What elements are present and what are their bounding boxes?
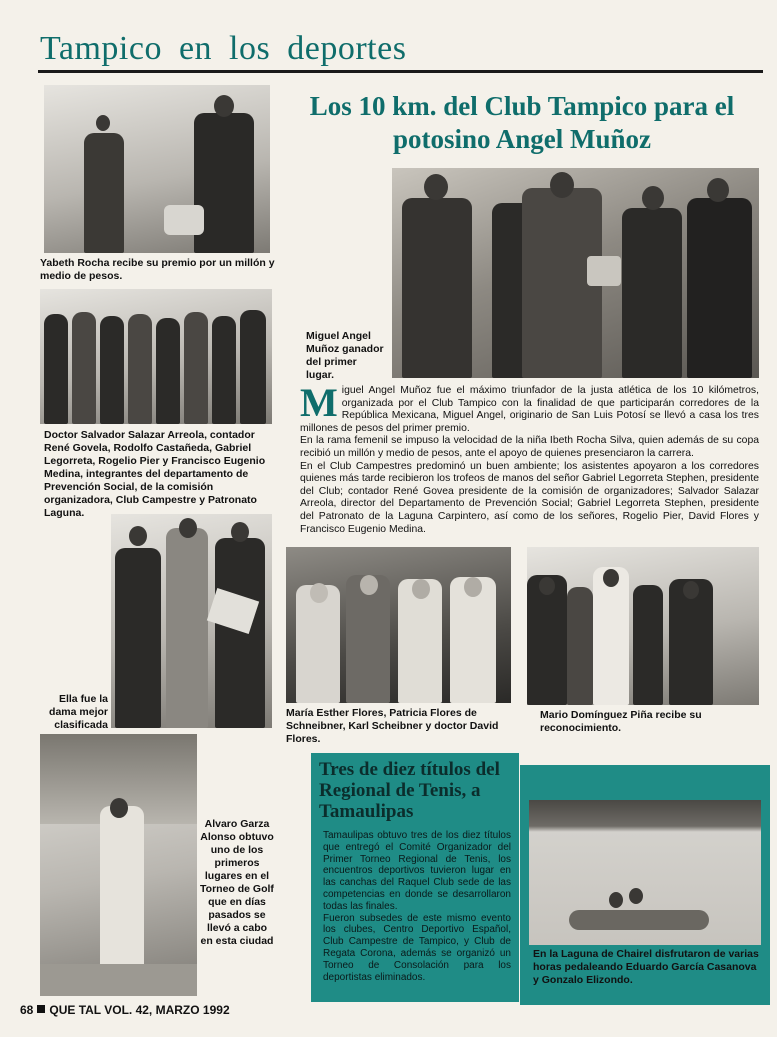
article-dropcap: M <box>300 380 338 425</box>
section-title: Tampico en los deportes <box>40 30 407 67</box>
footer <box>20 1003 230 1017</box>
caption-chairel: En la Laguna de Chairel disfrutaron de varias horas pedaleando Eduardo García Casanova y Gonzalo Elizondo. <box>533 948 759 986</box>
photo-flores-family <box>286 547 511 703</box>
page-number: 68 <box>20 1003 34 1017</box>
caption-salazar: Doctor Salvador Salazar Arreola, contador René Govela, Rodolfo Castañeda, Gabriel Legorreta, Rogelio Pier y Francisco Eugenio Medina, integrantes del departamento de Prevención Social, de la comisión organizadora, Club Campestre y Patronato Laguna. <box>44 429 266 519</box>
caption-dama: Ella fue la dama mejor clasificada <box>49 693 108 731</box>
photo-organizing-committee <box>40 289 272 424</box>
article-paragraph-3: En el Club Campestres predominó un buen ambiente; los asistentes apoyaron a los corredores quienes más tarde recibieron los trofeos de manos del señor Gabriel Legorreta Stephen, presidente del Club; contador René Govea presidente de la comisión de organizadores; Salvador Salazar Arreola, director del Departamento de Prevención Social; Gabriel Legorreta Stephen, presidente del Patronato de la Laguna Carpintero, así como de los señores, Rogelio Pier, David Flores y Francisco Eugenio Medina. <box>300 460 759 535</box>
photo-miguel-angel-winner <box>392 168 759 378</box>
photo-alvaro-golf <box>40 734 197 996</box>
caption-mario: Mario Domínguez Piña recibe su reconocimiento. <box>540 709 702 734</box>
photo-dama-mejor-clasificada <box>111 514 272 728</box>
photo-laguna-chairel <box>529 800 761 945</box>
title-rule <box>38 70 763 73</box>
tenis-body <box>311 822 519 983</box>
footer-square-icon <box>37 1005 45 1013</box>
footer-text: QUE TAL VOL. 42, MARZO 1992 <box>49 1003 230 1017</box>
caption-yabeth: Yabeth Rocha recibe su premio por un millón y medio de pesos. <box>40 257 275 282</box>
photo-yabeth-award <box>44 85 270 253</box>
article-body <box>300 380 759 536</box>
caption-miguel-angel: Miguel Angel Muñoz ganador del primer lugar. <box>306 330 384 381</box>
tenis-title: Tres de diez títulos del Regional de Tenis, a Tamaulipas <box>319 759 500 822</box>
tenis-paragraph-2: Fueron subsedes de este mismo evento los clubes, Centro Deportivo Español, Club Campestre de Tampico, y Club de Regata Corona, además se organizó un Torneo de Consolación para los deportistas eliminados. <box>323 912 511 983</box>
tenis-article-box <box>311 753 519 1002</box>
article-paragraph-1: iguel Angel Muñoz fue el máximo triunfador de la justa atlética de los 10 kilómetros, organizada por el Club Tampico con la finalidad de que participarán corredores de la República Mexicana, Miguel Angel, originario de San Luis Potosí se llevó a casa los tres millones de pesos del primer premio. <box>300 385 759 434</box>
caption-alvaro: Alvaro Garza Alonso obtuvo uno de los primeros lugares en el Torneo de Golf que en días pasados se llevó a cabo en esta ciudad <box>200 818 274 947</box>
headline: Los 10 km. del Club Tampico para el potosino Angel Muñoz <box>309 91 735 154</box>
photo-mario-dominguez <box>527 547 759 705</box>
article-paragraph-2: En la rama femenil se impuso la velocidad de la niña Ibeth Rocha Silva, quien además de su copa recibió un millón y medio de pesos, ante el apoyo de quienes presenciaron la carrera. <box>300 435 759 459</box>
tenis-paragraph-1: Tamaulipas obtuvo tres de los diez títulos que entregó el Comité Organizador del Primer Torneo Regional de Tenis, los encuentros deportivos tuvieron lugar en las canchas del Raquel Club sede de las competencias en donde se desarrollaron todas las finales. <box>323 830 511 912</box>
caption-flores: María Esther Flores, Patricia Flores de Schneibner, Karl Scheibner y doctor David Flores. <box>286 707 499 745</box>
